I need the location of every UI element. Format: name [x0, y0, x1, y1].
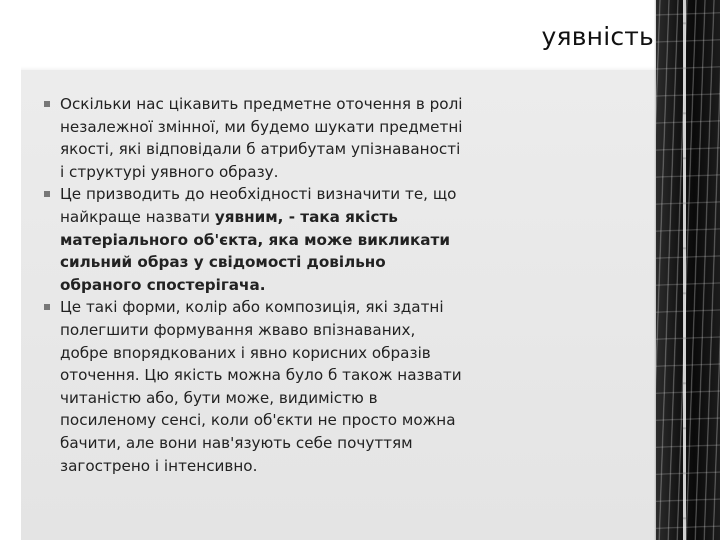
square-bullet-icon	[44, 101, 50, 107]
bullet-text-2-bold: уявним, - така якість матеріального об'єкта, яка може викликати сильний образ у свідомості довільно обраного спостерігача.	[60, 207, 450, 294]
border-highlight	[683, 0, 686, 540]
bullet-text-1: Оскільки нас цікавить предметне оточення в ролі незалежної змінної, ми будемо шукати предметні якості, які відповідали б атрибутам упізнаваності і структурі уявного образу.	[60, 95, 463, 181]
bullet-text-3: Це такі форми, колір або композиція, які здатні полегшити формування жваво впізнаваних, добре впорядкованих і явно корисних образів оточення. Цю якість можна було б також назвати читаністю або, бути може, видимістю в посиленому сенсі, коли об'єкти не просто можна бачити, але вони нав'язують себе почуттям загострено і інтенсивно.	[60, 298, 462, 475]
bullet-item-2	[44, 183, 464, 296]
decorative-right-border	[656, 0, 720, 540]
slide-title: уявність	[541, 22, 654, 51]
bullet-list	[44, 93, 464, 477]
bullet-item-1	[44, 93, 464, 183]
square-bullet-icon	[44, 191, 50, 197]
square-bullet-icon	[44, 304, 50, 310]
bullet-item-3	[44, 296, 464, 477]
bullet-text-2: Це призводить до необхідності визначити те, що найкраще назвати	[60, 185, 457, 226]
